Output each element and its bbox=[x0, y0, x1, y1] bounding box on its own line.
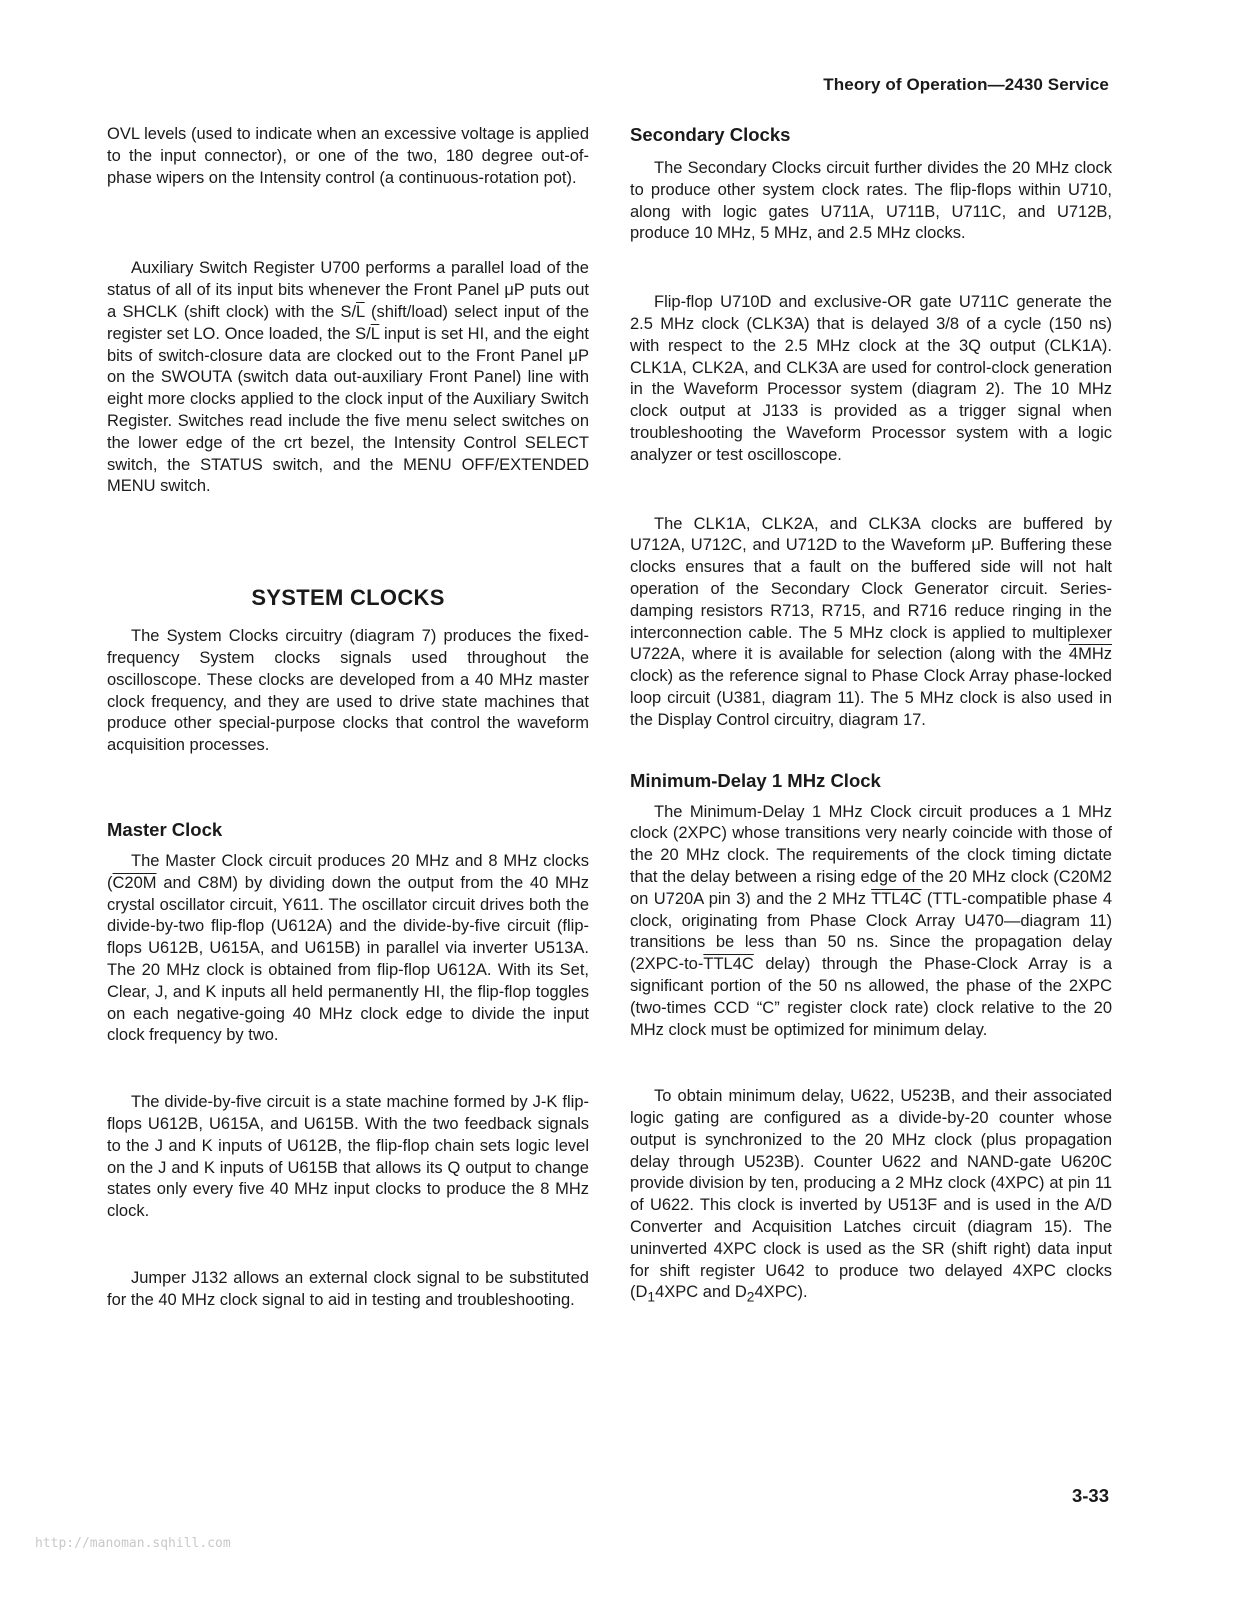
overbar-c20m: C20M bbox=[112, 873, 157, 892]
paragraph-auxiliary-switch-register: Auxiliary Switch Register U700 performs a parallel load of the status of all of its input bits whenever the Front Panel μP puts out a SHCLK (shift clock) with the $S/\overline{L}$ (shift/load) select input of the register set LO. Once loaded, the $S/\overline{L}$ input is set HI, and the eight bits of switch-closure data are clocked out to the Front Panel μP on the SWOUTA (switch data out-auxiliary Front Panel) line with eight more clocks applied to the clock input of the Auxiliary Switch Register. Switches read include the five menu select switches on the lower edge of the crt bezel, the Intensity Control SELECT switch, the STATUS switch, and the MENU OFF/EXTENDED MENU switch. bbox=[107, 259, 590, 496]
overbar-4mhz: 4MHz bbox=[1068, 645, 1112, 664]
paragraph-minimum-delay: The Minimum-Delay 1 MHz Clock circuit produces a 1 MHz clock (2XPC) whose transitions very nearly coincide with those of the 20 MHz clock. The requirements of the clock timing dictate that the delay between a rising edge of the 20 MHz clock (C20M2 on U720A pin 3) and the 2 MHz TTL4C (TTL-compatible phase 4 clock, originating from Phase Clock Array U470—diagram 11) transitions be less than 50 ns. Since the propagation delay (2XPC-to-TTL4C delay) through the Phase-Clock Array is a significant portion of the 50 ns allowed, the phase of the 2XPC (two-times CCD “C” register clock rate) clock relative to the 20 MHz clock must be optimized for minimum delay. bbox=[630, 802, 1112, 1039]
paragraph-secondary-clocks: The Secondary Clocks circuit further divides the 20 MHz clock to produce other system clock rates. The flip-flops within U710, along with logic gates U711A, U711B, U711C, and U712B, produce 10 MHz, 5 MHz, and 2.5 MHz clocks. bbox=[630, 159, 1112, 243]
overbar-ttl4c: TTL4C bbox=[703, 955, 754, 974]
running-header: Theory of Operation—2430 Service bbox=[823, 75, 1109, 94]
subheading-secondary-clocks: Secondary Clocks bbox=[630, 124, 791, 145]
paragraph-clk1a-clocks: The CLK1A, CLK2A, and CLK3A clocks are buffered by U712A, U712C, and U712D to the Waveform μP. Buffering these clocks ensures that a fault on the buffered side will not halt operation of the Secondary Clock Generator circuit. Series-damping resistors R713, R715, and R716 reduce ringing in the interconnection cable. The 5 MHz clock is applied to multiplexer U722A, where it is available for selection (along with the 4MHz clock) as the reference signal to Phase Clock Array phase-locked loop circuit (U381, diagram 11). The 5 MHz clock is also used in the Display Control circuitry, diagram 17. bbox=[630, 514, 1112, 729]
source-watermark: http://manoman.sqhill.com bbox=[35, 1536, 231, 1551]
overbar-l: $\overline{L}$ bbox=[356, 302, 365, 321]
paragraph-system-clocks: The System Clocks circuitry (diagram 7) produces the fixed-frequency System clocks signals used throughout the oscilloscope. These clocks are developed from a 40 MHz master clock frequency, and they are used to drive state machines that produce other special-purpose clocks that control the waveform acquisition processes. bbox=[107, 627, 589, 755]
left-column bbox=[107, 124, 589, 1311]
subheading-minimum-delay-clock: Minimum-Delay 1 MHz Clock bbox=[630, 769, 881, 791]
paragraph-master-clock: The Master Clock circuit produces 20 MHz and 8 MHz clocks (C20M and C8M) by dividing down the output from the 40 MHz crystal oscillator circuit, Y611. The oscillator circuit drives both the divide-by-two flip-flop (U612A) and the divide-by-five circuit (flip-flops U612B, U615A, and U615B) in parallel via inverter U513A. The 20 MHz clock is obtained from flip-flop U612A. With its Set, Clear, J, and K inputs all held permanently HI, the flip-flop toggles on each negative-going 40 MHz clock edge to divide the input clock frequency by two. bbox=[107, 851, 589, 1045]
right-column bbox=[630, 124, 1112, 1309]
section-heading-system-clocks: SYSTEM CLOCKS bbox=[251, 585, 445, 611]
page-number: 3-33 bbox=[1071, 1485, 1109, 1506]
subheading-master-clock: Master Clock bbox=[107, 818, 223, 840]
paragraph-divide-by-five: The divide-by-five circuit is a state machine formed by J-K flip-flops U612B, U615A, and U615B. With the two feedback signals to the J and K inputs of U612B, the flip-flop chain sets logic level on the J and K inputs of U615B that allows its Q output to change states only every five 40 MHz input clocks to produce the 8 MHz clock. bbox=[107, 1093, 589, 1221]
paragraph-ovl-levels: OVL levels (used to indicate when an excessive voltage is applied to the input connector), or one of the two, 180 degree out-of-phase wipers on the Intensity control (a continuous-rotation pot). bbox=[107, 125, 589, 187]
paragraph-obtain-minimum-delay: To obtain minimum delay, U622, U523B, and their associated logic gating are configured as a divide-by-20 counter whose output is synchronized to the 20 MHz clock (plus propagation delay through U523B). Counter U622 and NAND-gate U620C provide division by ten, producing a 2 MHz clock (4XPC) at pin 11 of U622. This clock is inverted by U513F and is used in the A/D Converter and Acquisition Latches circuit (diagram 15). The uninverted 4XPC clock is used as the SR (shift right) data input for shift register U642 to produce two delayed 4XPC clocks ($D_14XPC$ and $D_24XPC$). bbox=[630, 1087, 1112, 1305]
overbar-l: $\overline{L}$ bbox=[370, 324, 380, 343]
overbar-ttl4c: TTL4C bbox=[871, 889, 922, 908]
paragraph-flip-flop-u710d: Flip-flop U710D and exclusive-OR gate U711C generate the 2.5 MHz clock (CLK3A) that is delayed 3/8 of a cycle (150 ns) with respect to the 2.5 MHz clock at the 3Q output (CLK1A). CLK1A, CLK2A, and CLK3A are used for control-clock generation in the Waveform Processor system (diagram 2). The 10 MHz clock output at J133 is provided as a trigger signal when troubleshooting the Waveform Processor system with a logic analyzer or test oscilloscope. bbox=[630, 293, 1112, 464]
paragraph-jumper-j132: Jumper J132 allows an external clock signal to be substituted for the 40 MHz clock signal to aid in testing and troubleshooting. bbox=[107, 1268, 589, 1309]
